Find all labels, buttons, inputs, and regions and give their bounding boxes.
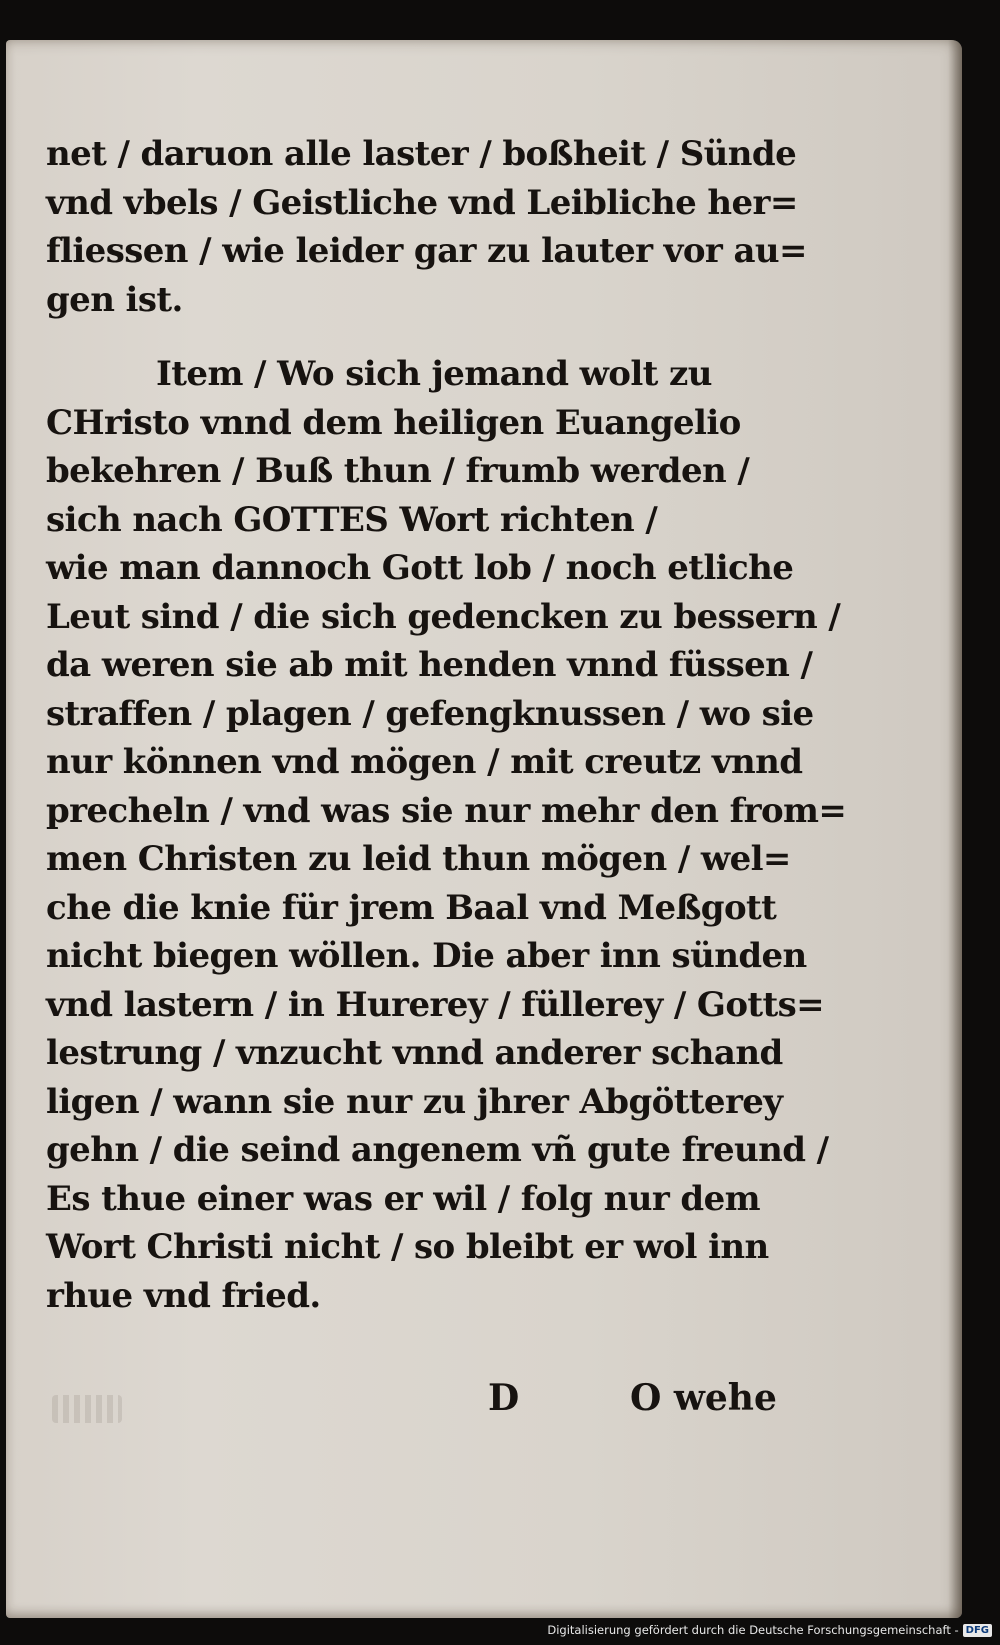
text-line: nicht biegen wöllen. Die aber inn sünden	[46, 936, 807, 976]
text-line: vnd lastern / in Hurerey / füllerey / Gotts=	[46, 984, 825, 1025]
text-line: Item / Wo sich jemand wolt zu	[156, 354, 712, 394]
text-line: men Christen zu leid thun mögen / wel=	[46, 839, 791, 879]
text-line: nur können vnd mögen / mit creutz vnnd	[46, 742, 803, 782]
bleed-through-mark	[52, 1395, 122, 1423]
dfg-logo: DFG	[963, 1624, 992, 1637]
text-line: CHristo vnnd dem heiligen Euangelio	[46, 402, 741, 443]
text-line: precheln / vnd was sie nur mehr den from=	[46, 790, 847, 831]
text-line: Wort Christi nicht / so bleibt er wol inn	[46, 1227, 769, 1267]
paragraph-1	[46, 130, 807, 324]
text-line: bekehren / Buß thun / frumb werden /	[46, 451, 750, 491]
text-line: Es thue einer was er wil / folg nur dem	[46, 1178, 761, 1219]
text-line: wie man dannoch Gott lob / noch etliche	[46, 548, 794, 588]
text-line: fliessen / wie leider gar zu lauter vor au=	[46, 231, 807, 271]
text-line: vnd vbels / Geistliche vnd Leibliche her=	[46, 182, 798, 223]
signature-mark: D	[488, 1377, 520, 1419]
text-line: da weren sie ab mit henden vnnd füssen /	[46, 645, 813, 685]
text-line: ligen / wann sie nur zu jhrer Abgötterey	[46, 1081, 783, 1122]
text-line: sich nach GOTTES Wort richten /	[46, 499, 658, 540]
digitization-credit	[547, 1621, 992, 1639]
text-line: gehn / die seind angenem vñ gute freund /	[46, 1130, 829, 1170]
text-line: lestrung / vnzucht vnnd anderer schand	[46, 1033, 783, 1073]
paragraph-2	[46, 350, 847, 1320]
text-line: Leut sind / die sich gedencken zu bessern /	[46, 596, 841, 637]
text-line: straffen / plagen / gefengknussen / wo sie	[46, 693, 814, 734]
page-text	[46, 130, 847, 1320]
catchword: O wehe	[630, 1377, 777, 1419]
text-line: gen ist.	[46, 279, 183, 320]
text-line: net / daruon alle laster / boßheit / Sünde	[46, 134, 797, 174]
text-line: che die knie für jrem Baal vnd Meßgott	[46, 887, 777, 928]
text-line: rhue vnd fried.	[46, 1275, 321, 1316]
credit-text: Digitalisierung gefördert durch die Deutsche Forschungsgemeinschaft -	[547, 1623, 959, 1637]
book-page	[6, 40, 962, 1618]
page-edge-shadow	[948, 40, 962, 1618]
